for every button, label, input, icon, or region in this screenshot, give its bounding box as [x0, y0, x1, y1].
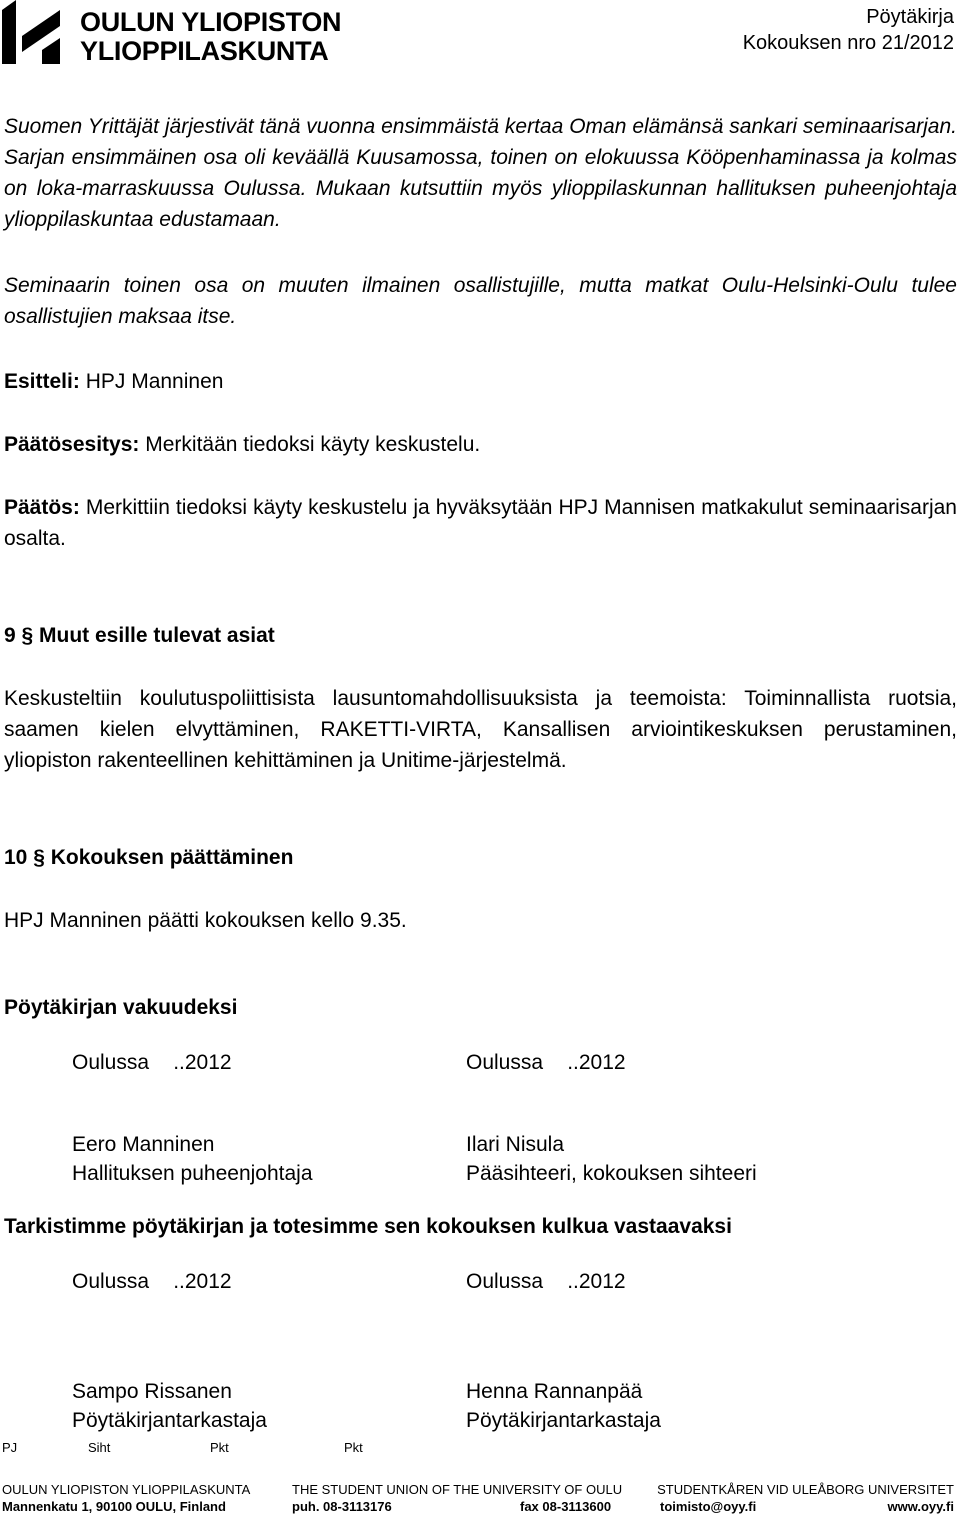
- date-place: Oulussa: [466, 1051, 544, 1074]
- proposal-value: Merkitään tiedoksi käyty keskustelu.: [139, 433, 481, 456]
- presenter-line: [4, 366, 223, 397]
- decision-paragraph: [4, 492, 957, 554]
- initials-pj: PJ: [2, 1440, 18, 1455]
- date-line-left-2: [72, 1267, 232, 1296]
- proposal-label: Päätösesitys:: [4, 433, 140, 456]
- decision-label: Päätös:: [4, 496, 80, 519]
- document-type: Pöytäkirja: [866, 6, 954, 28]
- signer-role: Pöytäkirjantarkastaja: [466, 1409, 661, 1432]
- logo-wordmark: [80, 8, 341, 66]
- footer-email[interactable]: toimisto@oyy.fi: [660, 1499, 757, 1514]
- paragraph-seminar-intro: Suomen Yrittäjät järjestivät tänä vuonna ensimmäistä kertaa Oman elämänsä sankari seminaarisarjan. Sarjan ensimmäinen osa oli keväällä Kuusamossa, toinen on elokuussa Kööpenhaminassa ja kolmas on loka-marraskuussa Oulussa. Mukaan kutsuttiin myös ylioppilaskunnan hallituksen puheenjohtaja ylioppilaskuntaa edustamaan.: [4, 115, 957, 231]
- decision-value: Merkittiin tiedoksi käyty keskustelu ja hyväksytään HPJ Mannisen matkakulut seminaarisarjan osalta.: [4, 496, 957, 550]
- vakuudeksi-heading: Pöytäkirjan vakuudeksi: [4, 996, 238, 1019]
- date-line-left-1: [72, 1048, 232, 1077]
- paragraph-seminar-costs: Seminaarin toinen osa on muuten ilmainen osallistujille, mutta matkat Oulu-Helsinki-Oulu tulee osallistujien maksaa itse.: [4, 274, 957, 328]
- date-year: .2012: [179, 1051, 232, 1074]
- footer-fax: fax 08-3113600: [520, 1499, 612, 1514]
- footer-phone: puh. 08-3113176: [292, 1499, 392, 1514]
- signature-inspector-2: [466, 1377, 661, 1435]
- proposal-line: [4, 429, 480, 460]
- date-place: Oulussa: [466, 1270, 544, 1293]
- initials-pkt-1: Pkt: [210, 1440, 229, 1455]
- signer-name: Eero Manninen: [72, 1133, 215, 1156]
- date-year: .2012: [573, 1270, 626, 1293]
- signer-name: Henna Rannanpää: [466, 1380, 643, 1403]
- logo-line-1: OULUN YLIOPISTON: [80, 7, 342, 37]
- signature-secretary: [466, 1130, 757, 1188]
- presenter-value: HPJ Manninen: [79, 370, 224, 393]
- presenter-label: Esitteli:: [4, 370, 80, 393]
- signer-role: Pöytäkirjantarkastaja: [72, 1409, 267, 1432]
- date-line-right-1: [466, 1048, 626, 1077]
- date-day: .: [173, 1051, 180, 1074]
- logo-line-2: YLIOPPILASKUNTA: [80, 36, 329, 66]
- footer-org-sv: STUDENTKÅREN VID ULEÅBORG UNIVERSITET: [657, 1482, 954, 1497]
- section-10-heading: 10 § Kokouksen päättäminen: [4, 846, 294, 869]
- signer-name: Ilari Nisula: [466, 1133, 565, 1156]
- date-place: Oulussa: [72, 1270, 150, 1293]
- signature-inspector-1: [72, 1377, 267, 1435]
- date-day: .: [567, 1270, 574, 1293]
- initials-pkt-2: Pkt: [344, 1440, 363, 1455]
- signer-role: Pääsihteeri, kokouksen sihteeri: [466, 1162, 757, 1185]
- initials-siht: Siht: [88, 1440, 111, 1455]
- footer-website[interactable]: www.oyy.fi: [887, 1499, 954, 1514]
- footer-org-fi: OULUN YLIOPISTON YLIOPPILASKUNTA: [2, 1482, 251, 1497]
- date-day: .: [173, 1270, 180, 1293]
- section-9-text: Keskusteltiin koulutuspoliittisista lausuntomahdollisuuksista ja teemoista: Toiminnallista ruotsia, saamen kielen elvyttäminen, RAKETTI-VIRTA, Kansallisen arviointikeskuksen perustaminen, yliopiston rakenteellinen kehittäminen ja Unitime-järjestelmä.: [4, 687, 957, 772]
- signature-chair: [72, 1130, 313, 1188]
- date-day: .: [567, 1051, 574, 1074]
- university-logo-icon: [2, 0, 64, 64]
- meeting-number: Kokouksen nro 21/2012: [742, 32, 954, 54]
- signer-role: Hallituksen puheenjohtaja: [72, 1162, 313, 1185]
- section-9-heading: 9 § Muut esille tulevat asiat: [4, 624, 275, 647]
- document-header: [743, 4, 954, 56]
- section-10-text: HPJ Manninen päätti kokouksen kello 9.35.: [4, 909, 407, 932]
- date-place: Oulussa: [72, 1051, 150, 1074]
- signer-name: Sampo Rissanen: [72, 1380, 232, 1403]
- tarkistimme-heading: Tarkistimme pöytäkirjan ja totesimme sen kokouksen kulkua vastaavaksi: [4, 1215, 732, 1238]
- date-year: .2012: [179, 1270, 232, 1293]
- date-line-right-2: [466, 1267, 626, 1296]
- footer-org-en: THE STUDENT UNION OF THE UNIVERSITY OF OULU: [292, 1482, 623, 1497]
- footer-address: Mannenkatu 1, 90100 OULU, Finland: [2, 1499, 226, 1514]
- date-year: .2012: [573, 1051, 626, 1074]
